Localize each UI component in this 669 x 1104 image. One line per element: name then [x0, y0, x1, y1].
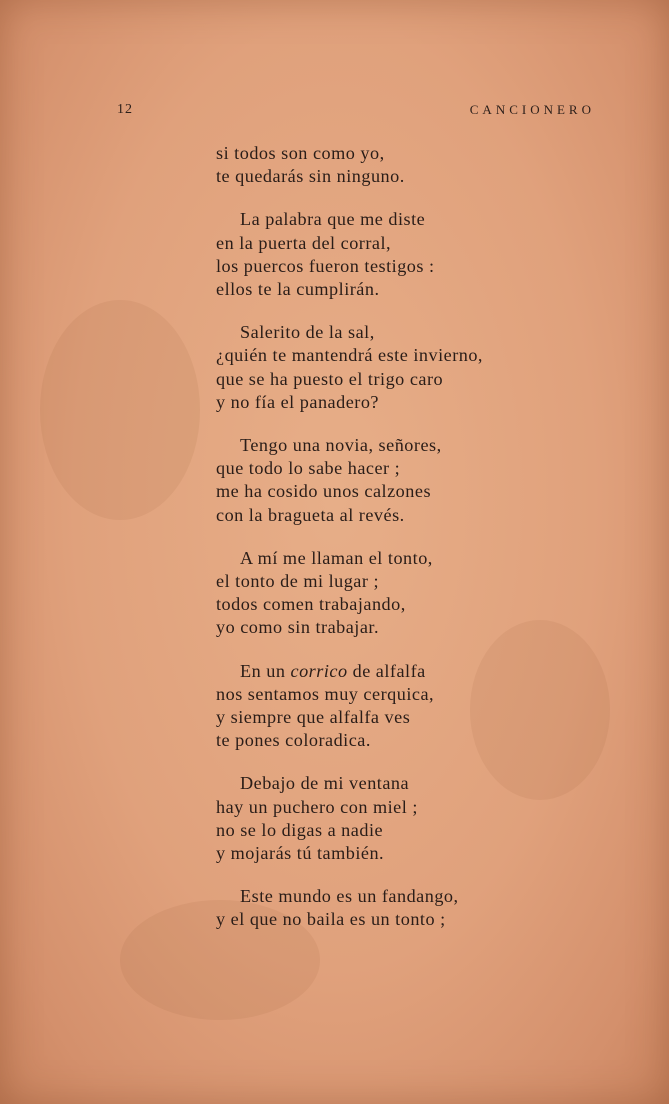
stanza [216, 885, 596, 931]
verse-line: no se lo digas a nadie [216, 819, 384, 840]
paper-stain [40, 300, 200, 520]
verse-line: todos comen trabajando, [216, 594, 406, 615]
italic-word: corrico [290, 660, 348, 681]
verse-line: ¿quién te mantendrá este invierno, [216, 345, 483, 366]
verse-line: el tonto de mi lugar ; [216, 571, 380, 592]
verse-line: que todo lo sabe hacer ; [216, 458, 401, 479]
stanza [216, 142, 596, 188]
verse-line: que se ha puesto el trigo caro [216, 368, 444, 389]
verse-line: ellos te la cumplirán. [216, 279, 380, 300]
verse-line [216, 660, 596, 683]
verse-line: y mojarás tú también. [216, 843, 385, 864]
verse-line: si todos son como yo, [216, 143, 385, 163]
verse-line: yo como sin trabajar. [216, 617, 380, 638]
verse-line: Salerito de la sal, [240, 322, 375, 343]
verse-line: nos sentamos muy cerquica, [216, 683, 435, 704]
verse-line: y el que no baila es un tonto ; [216, 909, 446, 930]
verse-fragment: En un [240, 660, 291, 681]
verse-line: Este mundo es un fandango, [240, 886, 459, 907]
verse-line: los puercos fueron testigos : [216, 255, 435, 276]
verse-line: y siempre que alfalfa ves [216, 707, 411, 728]
verse-line: te pones coloradica. [216, 730, 371, 751]
page-number: 12 [117, 102, 133, 117]
verse-line: Debajo de mi ventana [240, 773, 410, 794]
verse-line: La palabra que me diste [240, 209, 426, 230]
verse-line: y no fía el panadero? [216, 391, 379, 412]
verse-line: A mí me llaman el tonto, [240, 547, 433, 568]
verse-line: con la bragueta al revés. [216, 504, 405, 525]
page-header [0, 100, 669, 124]
verse-line: hay un puchero con miel ; [216, 796, 418, 817]
stanza [216, 547, 596, 640]
stanza [216, 660, 596, 753]
verse-line: me ha cosido unos calzones [216, 481, 432, 502]
stanza [216, 321, 596, 414]
verse-line: te quedarás sin ninguno. [216, 166, 405, 187]
verse-line: Tengo una novia, señores, [240, 435, 442, 456]
stanza [216, 208, 596, 301]
poem-text [216, 142, 596, 952]
running-title: CANCIONERO [469, 102, 595, 117]
stanza [216, 434, 596, 527]
stanza [216, 772, 596, 865]
verse-line: en la puerta del corral, [216, 232, 392, 253]
verse-fragment: de alfalfa [347, 660, 426, 681]
